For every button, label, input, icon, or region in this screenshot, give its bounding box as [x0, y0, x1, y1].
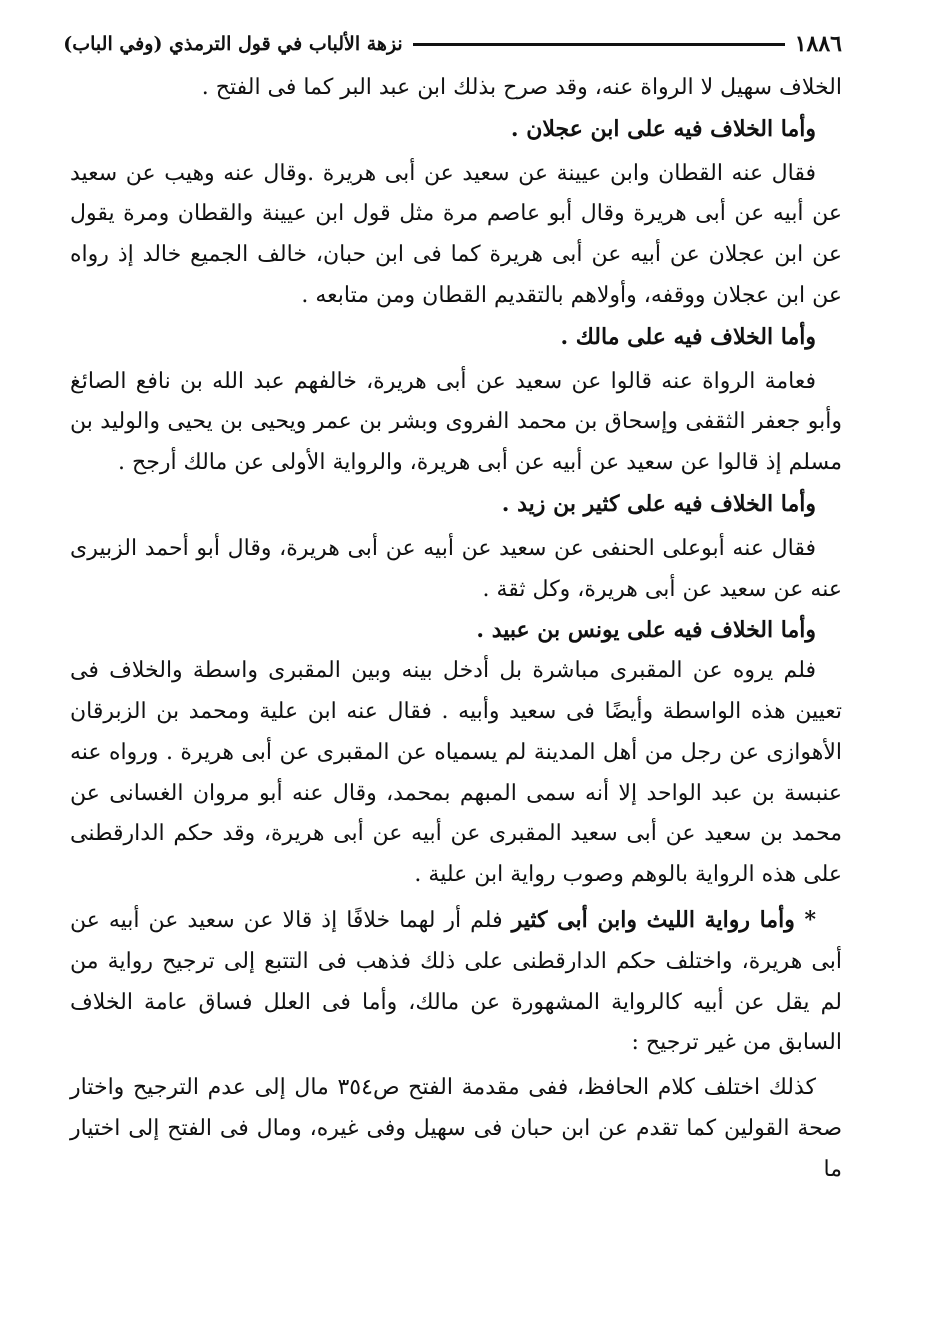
page-number: ١٨٨٦: [794, 31, 842, 57]
paragraph-kathir: فقال عنه أبوعلى الحنفى عن سعيد عن أبيه عن أبى هريرة، وقال أبو أحمد الزبيرى عنه عن سعيد عن أبى هريرة، وكل ثقة .: [70, 535, 842, 602]
section-heading-kathir: وأما الخلاف فيه على كثير بن زيد .: [501, 490, 816, 517]
section-heading-malik: وأما الخلاف فيه على مالك .: [560, 323, 816, 350]
paragraph-hafiz: كذلك اختلف كلام الحافظ، ففى مقدمة الفتح ص٣٥٤ مال إلى عدم الترجيح واختار صحة القولين كما تقدم عن ابن حبان فى سهيل وفى غيره، ومال فى الفتح إلى اختيار ما: [70, 1075, 842, 1182]
paragraph-ibn-ajlan: فقال عنه القطان وابن عيينة عن سعيد عن أبى هريرة .وقال عنه وهيب عن سعيد عن أبيه عن أبى هريرة وقال أبو عاصم مرة مثل قول ابن عيينة والقطان ومرة يقول عن ابن عجلان عن أبيه عن أبى هريرة كما فى ابن حبان، خالف الجميع خالد إذ رواه عن ابن عجلان ووقفه، وأولاهم بالتقديم القطان ومن متابعه .: [70, 160, 842, 308]
page-body: [70, 68, 842, 1191]
running-header: [63, 24, 842, 64]
paragraph-malik: فعامة الرواة عنه قالوا عن سعيد عن أبى هريرة، خالفهم عبد الله بن نافع الصائغ وأبو جعفر الثقفى وإسحاق بن محمد الفروى وبشر بن عمر ويحيى بن يحيى والوليد بن مسلم إذ قالوا عن سعيد عن أبيه عن أبى هريرة، والرواية الأولى عن مالك أرجح .: [70, 368, 842, 476]
running-title: نزهة الألباب في قول الترمذي (وفي الباب): [63, 33, 403, 55]
paragraph-laith-lead: * وأما رواية الليث وابن أبى كثير: [511, 906, 817, 933]
paragraph-laith-text: فلم أر لهما خلافًا إذ قالا عن سعيد عن أبيه عن أبى هريرة، واختلف حكم الدارقطنى على ذلك فذهب فى التتبع إلى ترجيح رواية من لم يقل عن أبيه كالرواية المشهورة عن مالك، وأما فى العلل فساق عامة الخلاف السابق من غير ترجيح :: [70, 907, 842, 1056]
paragraph-yunus: فلم يروه عن المقبرى مباشرة بل أدخل بينه وبين المقبرى واسطة والخلاف فى تعيين هذه الواسطة وأيضًا فى سعيد وأبيه . فقال عنه ابن علية ومحمد بن الزبرقان الأهوازى عن رجل من أهل المدينة لم يسمياه عن المقبرى عن أبى هريرة . ورواه عنه عنبسة بن عبد الواحد إلا أنه سمى المبهم بمحمد، وقال عنه أبو مروان الغسانى عن محمد بن سعيد عن أبى سعيد المقبرى عن أبيه عن أبى هريرة، وقد حكم الدارقطنى على هذه الرواية بالوهم وصوب رواية ابن علية .: [70, 658, 842, 888]
header-rule: [413, 43, 785, 46]
book-page: [63, 24, 842, 1191]
section-heading-ibn-ajlan: وأما الخلاف فيه على ابن عجلان .: [510, 115, 816, 142]
section-heading-yunus: وأما الخلاف فيه على يونس بن عبيد .: [476, 617, 816, 644]
paragraph-continuation: الخلاف سهيل لا الرواة عنه، وقد صرح بذلك ابن عبد البر كما فى الفتح .: [201, 75, 842, 100]
paragraph-laith: [70, 900, 842, 1064]
